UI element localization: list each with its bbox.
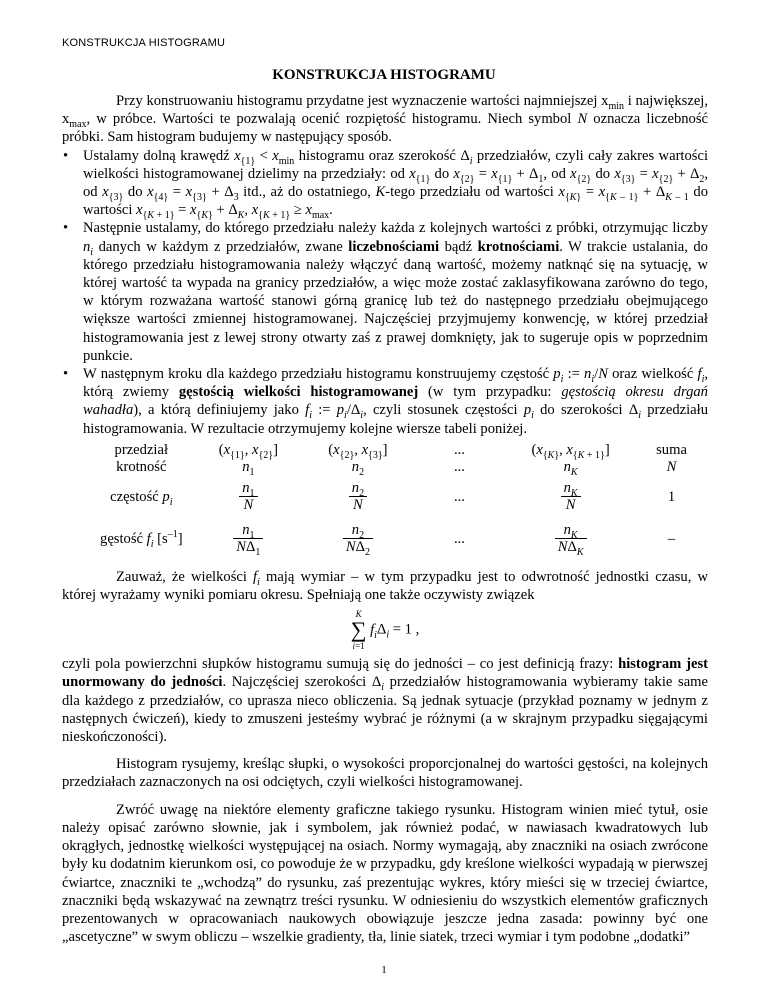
table-label-frequency: częstość $p_i$ (110, 488, 173, 508)
table-cell-sum: suma N (656, 441, 687, 475)
bullet-dot-icon: • (63, 366, 69, 383)
table-cell-dens-2: $\frac{n_2}{N\Delta_2}$ (303, 518, 413, 560)
normalization-equation: K ∑ i=1 $f_i\Delta_i = 1$ , (350, 609, 420, 652)
running-header: KONSTRUKCJA HISTOGRAMU (62, 37, 226, 49)
table-label-density: gęstość $f_i$ $[s^{-1}]$ (100, 528, 183, 550)
bullet-text-2: Następnie ustalamy, do którego przedziału należy każda z kolejnych wartości z próbki, otrzymując liczby $n_i$ danych w każdym z przedziałów, zwane liczebnościami bądź krotnościami. W trakcie ustalania, do którego przedziału histogramowania należy włączyć daną wartość, możemy natknąć się na sytuację, w której wartość ta wypada na granicy przedziałów, a więc może zostać zaklasyfikowana zarówno do tego, w którym rozważana wartość stanowi górną granicę lub też do następnego przedziału obejmującego większe wartości zmiennej histogramowanej. Najczęściej przyjmujemy konwencję, w której przedział histogramowania jest z lewej strony otwarty zaś z prawej domknięty, jak to sugeruje opis w poprzednim punkcie. (83, 220, 708, 364)
page-number: 1 (381, 964, 387, 976)
table-cell-interval-K: ($x_{\{K\}}$, $x_{\{K + 1\}}$] $n_K$ (531, 441, 610, 478)
bullet-item-1 (62, 147, 708, 220)
after-table-paragraph: Zauważ, że wielkości $f_i$ mają wymiar – w tym przypadku jest to odwrotność jednostki czasu, w której wyrażamy wyniki pomiaru okresu. Spełniają one także oczywisty związek (62, 568, 708, 604)
table-row-density (89, 518, 708, 560)
drawing-paragraph: Histogram rysujemy, kreśląc słupki, o wysokości proporcjonalnej do wartości gęstości, na kolejnych przedziałach zaznaczonych na osi odciętych, czyli wielkości histogramowanej. (62, 756, 708, 791)
table-cell-interval-ellipsis: ... ... (453, 441, 465, 475)
document-title: KONSTRUKCJA HISTOGRAMU (272, 67, 496, 83)
table-cell-freq-2: $\frac{n_2}{N}$ (303, 476, 413, 518)
table-cell-freq-1: $\frac{n_1}{N}$ (194, 476, 304, 518)
bullet-text-3: W następnym kroku dla każdego przedziału histogramu konstruujemy częstość $p_i$ := $n_i/N$ oraz wielkość $f_i$, którą zwiemy gęstością wielkości histogramowanej (w tym przypadku: gęstością okresu drgań wahadła), a którą definiujemy jako $f_i$ := $p_i/\Delta_i$, czyli stosunek częstości $p_i$ do szerokości $\Delta_i$ przedziału histogramowania. W rezultacie otrzymujemy kolejne wiersze tabeli poniżej. (83, 366, 708, 437)
table-row-frequency (89, 476, 708, 518)
intro-paragraph: Przy konstruowaniu histogramu przydatne jest wyznaczenie wartości najmniejszej $x_{min}$ i największej, $x_{max}$, w próbce. Wartości te pozwalają ocenić rozpiętość histogramu. Niech symbol N oznacza liczebność próbki. Sam histogram budujemy w następujący sposób. (62, 93, 708, 146)
graphics-paragraph: Zwróć uwagę na niektóre elementy graficzne takiego rysunku. Histogram winien mieć tytuł, osie należy opisać zarówno słownie, jak i symbolem, jak również podać, w nawiasach kwadratowych lub okrągłych, jednostkę wielkości występującej na osiach. Normy wymagają, aby znaczniki na osiach zwrócone były ku dodatnim kierunkom osi, co powoduje że w przypadku, gdy kreślone wielkości wypadają w pierwszej ćwiartce, znaczniki te „wchodzą” do rysunku, zaś prezentując wykres, który mieści się w trzeciej ćwiartce, znaczniki będą wskazywać na zewnątrz treści rysunku. W odniesieniu do wszystkich elementów graficznych prezentowanych w opracowaniach naukowych obowiązuje jeszcze jedna zasada: powinny być one „ascetyczne” w swym obliczu – wszelkie gradienty, tła, linie siatek, trzeci wymiar i tym podobne „dodatki” (62, 801, 708, 946)
bullet-item-2 (62, 219, 708, 365)
bullet-item-3 (62, 365, 708, 438)
histogram-table (89, 442, 708, 560)
table-cell-freq-ellipsis: ... (453, 488, 465, 505)
bullet-text-1: Ustalamy dolną krawędź $x_{\{1\}} < x_{min}$ histogramu oraz szerokość $\Delta_i$ przedziałów, czyli cały zakres wartości wielkości histogramowanej dzielimy na przedziały: od $x_{\{1\}}$ do $x_{\{2\}} = x_{\{1\}} + \Delta_1$, od $x_{\{2\}}$ do $x_{\{3\}} = x_{\{2\}} + \Delta_2$, od $x_{\{3\}}$ do $x_{\{4\}} = x_{\{3\}} + \Delta_3$ itd., aż do ostatniego, K-tego przedziału od wartości $x_{\{K\}} = x_{\{K - 1\}} + \Delta_{K - 1}$ do wartości $x_{\{K + 1\}} = x_{\{K\}} + \Delta_K$, $x_{\{K + 1\}} \ge x_{max}$. (83, 147, 709, 222)
normalization-paragraph: czyli pola powierzchni słupków histogramu sumują się do jedności – co jest definicją frazy: histogram jest unormowany do jedności. Najczęściej szerokości $\Delta_i$ przedziałów histogramowania wybieramy takie same dla każdego z przedziałów, co uprasza nieco obliczenia. Są jednak sytuacje (przykład poznamy w jednym z następnych ćwiczeń), kiedy to zmuszeni jesteśmy wybrać je różnymi (a w skrajnym przypadku sięgającymi nieskończoności). (62, 656, 709, 746)
table-cell-interval-1: ($x_{\{1\}}$, $x_{\{2\}}$] $n_1$ (218, 441, 278, 478)
table-cell-dens-ellipsis: ... (453, 530, 465, 547)
table-cell-dens-sum: – (667, 530, 676, 547)
table-cell-freq-K: $\frac{n_K}{N}$ (506, 476, 635, 518)
table-row-intervals (89, 442, 708, 476)
table-cell-dens-1: $\frac{n_1}{N\Delta_1}$ (194, 518, 304, 560)
document-body (62, 92, 708, 946)
table-cell-dens-K: $\frac{n_K}{N\Delta_K}$ (506, 518, 635, 560)
table-cell-interval-2: ($x_{\{2\}}$, $x_{\{3\}}$] $n_2$ (328, 441, 388, 478)
bullet-dot-icon: • (63, 147, 69, 164)
table-label-interval: przedział krotność (114, 441, 169, 475)
bullet-dot-icon: • (63, 220, 69, 237)
table-cell-freq-sum: 1 (667, 488, 676, 505)
